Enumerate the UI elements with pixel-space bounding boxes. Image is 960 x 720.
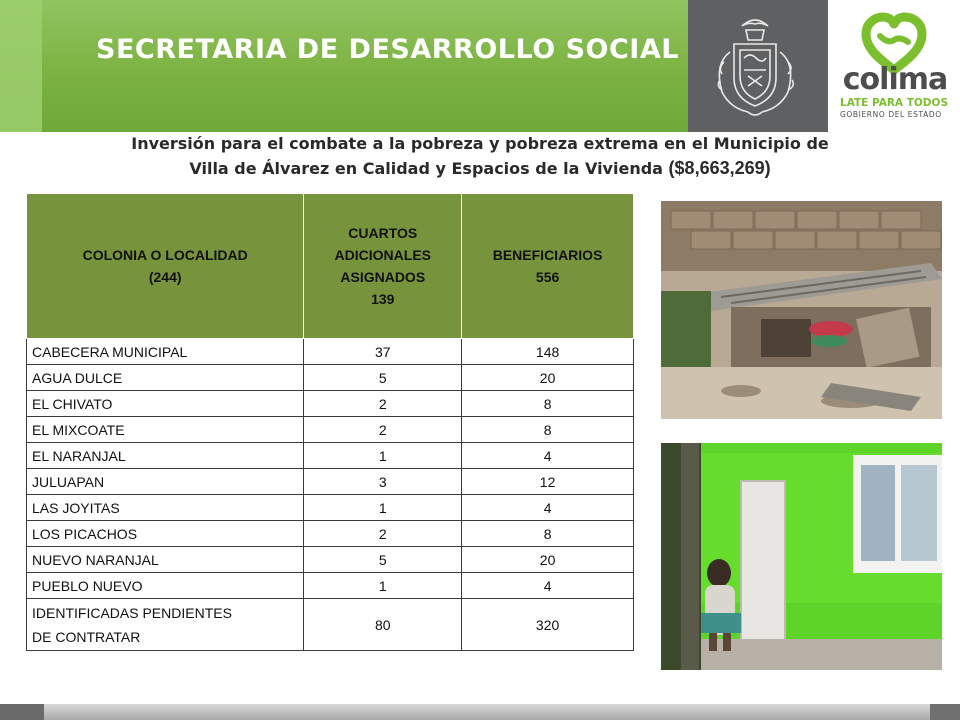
slide-subtitle [60,132,900,181]
rooms-cell: 1 [304,443,462,469]
locality-cell-pending [27,599,304,651]
logo-org: GOBIERNO DEL ESTADO [840,110,942,119]
header-rooms-line-3: ASIGNADOS [340,269,426,285]
locality-cell: CABECERA MUNICIPAL [27,339,304,365]
table-row-pending [27,599,634,651]
beneficiaries-cell: 20 [462,365,634,391]
beneficiaries-cell: 4 [462,573,634,599]
locality-cell: PUEBLO NUEVO [27,573,304,599]
table-row [27,469,634,495]
table-header-row [27,194,634,339]
table-row [27,391,634,417]
header-beneficiaries-label: BENEFICIARIOS [492,247,603,263]
locality-cell: LOS PICACHOS [27,521,304,547]
header-rooms [304,194,462,339]
table-row [27,365,634,391]
rooms-cell: 2 [304,521,462,547]
beneficiaries-cell: 20 [462,547,634,573]
logo-name: colima [842,62,948,97]
beneficiaries-cell-pending: 320 [462,599,634,651]
rooms-cell: 1 [304,573,462,599]
table-row [27,495,634,521]
rooms-cell-pending: 80 [304,599,462,651]
locality-cell: EL MIXCOATE [27,417,304,443]
header-beneficiaries [462,194,634,339]
table-row [27,417,634,443]
header-beneficiaries-total: 556 [535,269,560,285]
beneficiaries-cell: 4 [462,443,634,469]
beneficiaries-cell: 12 [462,469,634,495]
header-rooms-line-2: ADICIONALES [334,247,431,263]
beneficiaries-cell: 8 [462,417,634,443]
beneficiaries-cell: 8 [462,391,634,417]
locality-cell: AGUA DULCE [27,365,304,391]
logo-tagline: LATE PARA TODOS [840,97,949,109]
footer-band [0,704,960,720]
page-title: SECRETARIA DE DESARROLLO SOCIAL [96,34,679,65]
photo-new-room [661,443,942,670]
pending-line-1: IDENTIFICADAS PENDIENTES [32,604,232,621]
rooms-cell: 1 [304,495,462,521]
table-row [27,573,634,599]
colima-logo [828,0,960,132]
photo-precarious-housing [661,201,942,419]
pending-line-2: DE CONTRATAR [32,628,141,645]
beneficiaries-cell: 4 [462,495,634,521]
locality-cell: LAS JOYITAS [27,495,304,521]
rooms-cell: 2 [304,391,462,417]
table-row [27,547,634,573]
table-row [27,339,634,365]
locality-cell: EL NARANJAL [27,443,304,469]
header-locality [27,194,304,339]
state-crest-icon [700,12,810,122]
beneficiaries-cell: 148 [462,339,634,365]
rooms-cell: 5 [304,365,462,391]
footer-accent-left [0,704,44,720]
subtitle-line-2 [60,156,900,181]
locality-cell: EL CHIVATO [27,391,304,417]
footer-accent-right [930,704,960,720]
subtitle-line-1: Inversión para el combate a la pobreza y pobreza extrema en el Municipio de [131,134,829,153]
header-locality-label: COLONIA O LOCALIDAD [82,247,248,263]
beneficiaries-table [26,193,634,651]
subtitle-line-2-text: Villa de Álvarez en Calidad y Espacios de la Vivienda [189,159,663,178]
locality-cell: JULUAPAN [27,469,304,495]
header-locality-total: (244) [148,269,182,285]
header-rooms-total: 139 [371,291,395,307]
rooms-cell: 37 [304,339,462,365]
header-band [0,0,960,132]
header-rooms-line-1: CUARTOS [348,225,418,241]
rooms-cell: 5 [304,547,462,573]
table-row [27,443,634,469]
rooms-cell: 3 [304,469,462,495]
beneficiaries-cell: 8 [462,521,634,547]
table-row [27,521,634,547]
rooms-cell: 2 [304,417,462,443]
header-accent-strip [0,0,42,132]
locality-cell: NUEVO NARANJAL [27,547,304,573]
investment-amount: ($8,663,269) [668,158,771,178]
